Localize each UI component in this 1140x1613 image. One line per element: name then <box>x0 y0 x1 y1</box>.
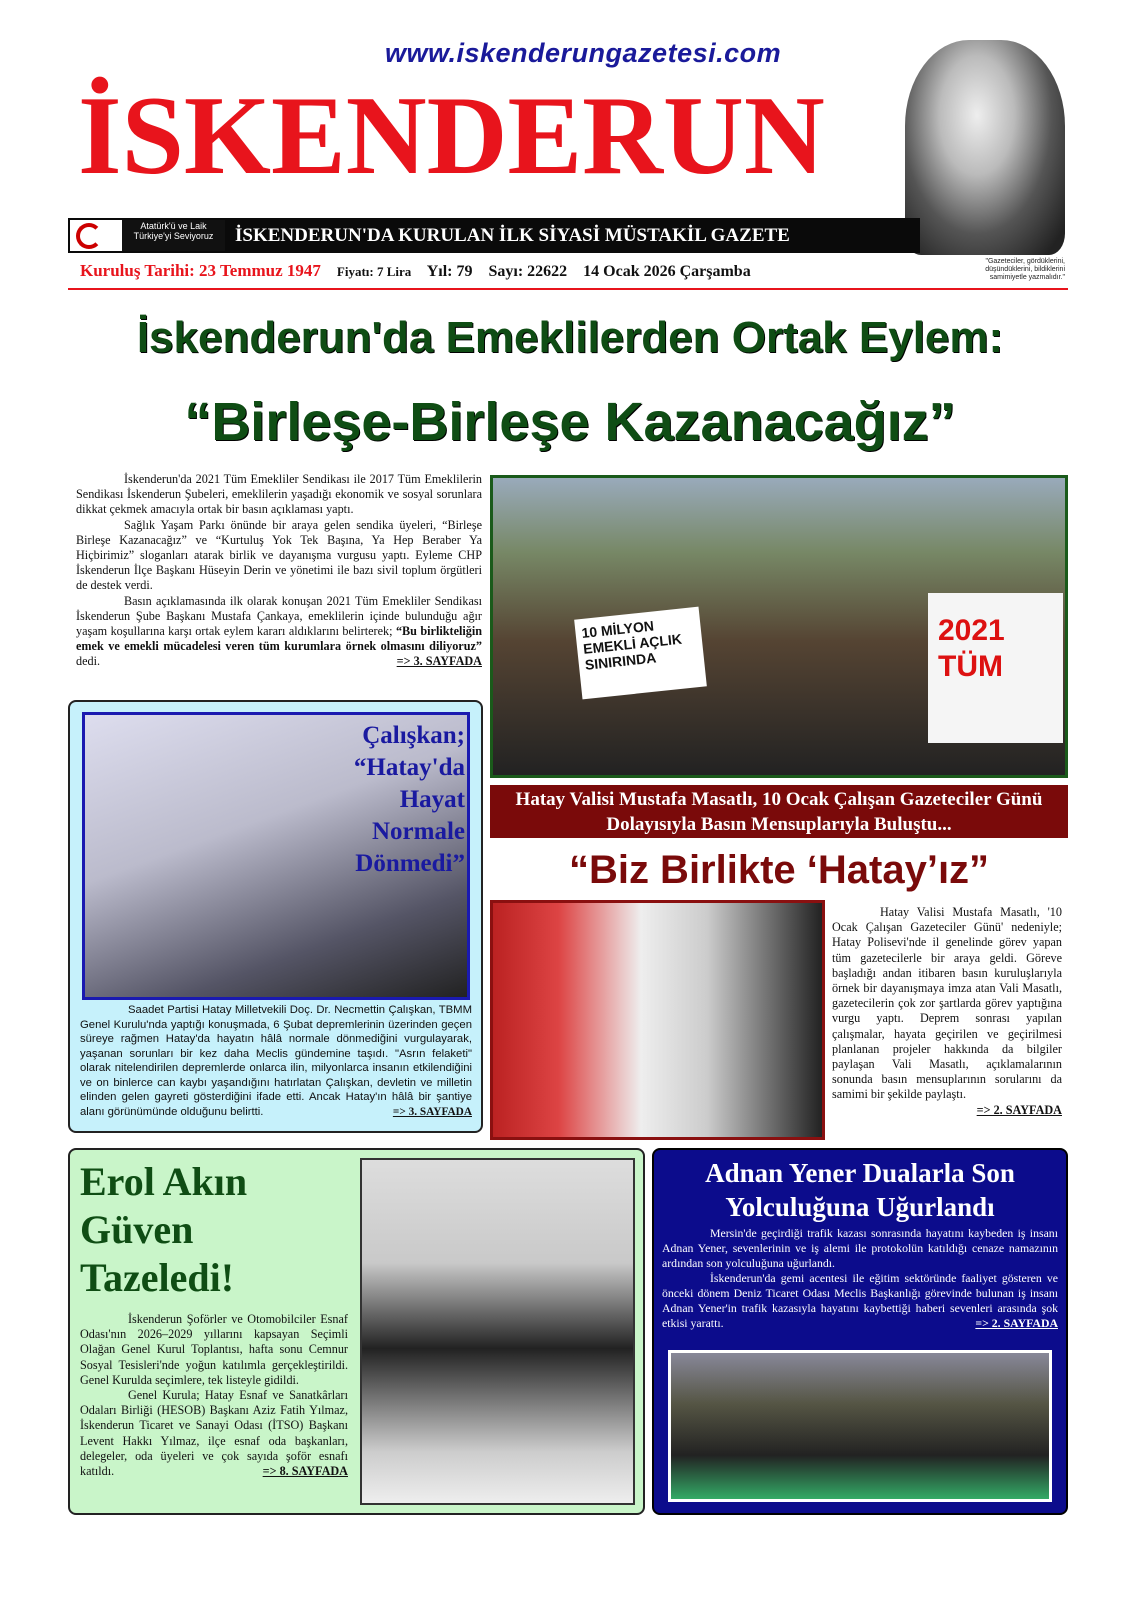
caliskan-title: Çalışkan; “Hatay'da Hayat Normale Dönmedi” <box>353 722 465 877</box>
newspaper-logo: İSKENDERUN <box>78 74 825 198</box>
caliskan-body: Saadet Partisi Hatay Milletvekili Doç. Dr. Necmettin Çalışkan, TBMM Genel Kurulu'nda yaptığı konuşmada, 6 Şubat depremlerinin üzerinden geçen süreye rağmen Hatay'da hayatın hâlâ normale dönmediğini vurgulayarak, yaşanan sorunları bir kez daha Meclis gündemine taşıdı. "Asrın felaketi" olarak nitelendirilen depremlerde onlarca ilin, milyonlarca insanın etkilendiğini ve on binlerce can kaybı yaşandığını hatırlatan Çalışkan, devletin ve milletin elinden gelen gayreti gösterdiğini ifade etti. Ancak Hatay'ın hâlâ bir şantiye alanı görünümünde olduğunu belirtti. => 3. SAYFADA <box>80 1004 472 1118</box>
ataturk-portrait <box>905 40 1065 255</box>
lead-headline-2: “Birleşe-Birleşe Kazanacağız” <box>184 392 956 452</box>
vali-headline: “Biz Birlikte ‘Hatay’ız” <box>568 848 990 892</box>
founded-date: Kuruluş Tarihi: 23 Temmuz 1947 <box>80 261 321 280</box>
erol-title: Erol Akın Güven Tazeledi! <box>80 1159 248 1300</box>
vali-photo <box>490 900 825 1140</box>
erol-photo <box>360 1158 635 1505</box>
issue-number: Sayı: 22622 <box>488 263 568 280</box>
website-url[interactable]: www.iskenderungazetesi.com <box>385 38 782 68</box>
continue-link[interactable]: => 2. SAYFADA <box>976 1102 1062 1117</box>
ataturk-box-text: Atatürk'ü ve Laik Türkiye'yi Seviyoruz <box>122 220 225 251</box>
funeral-photo <box>668 1350 1052 1502</box>
crescent-star-icon <box>76 223 102 249</box>
divider <box>68 288 1068 290</box>
banner-sign: 2021 TÜM <box>928 593 1063 743</box>
continue-link[interactable]: => 2. SAYFADA <box>975 1316 1058 1330</box>
continue-link[interactable]: => 3. SAYFADA <box>392 1105 472 1118</box>
ataturk-quote: "Gazeteciler, gördüklerini, düşündüklerini, bildiklerini samimiyetle yazmalıdır." <box>985 258 1065 281</box>
protest-photo <box>490 475 1068 778</box>
adnan-body: Mersin'de geçirdiği trafik kazası sonrasında hayatını kaybeden iş insanı Adnan Yener, sevenlerinin ve iş alemi ile protokolün katıldığı cenaze namazının ardından son yolculuğuna uğurlandı. İskenderun'da gemi acentesi ile eğitim sektöründe faaliyet gösteren ve önceki dönem Deniz Ticaret Odası Meclis Başkanlığı görevinde bulunan iş insanı Adnan Yener'in trafik kazasıyla hayatını kaybettiği haberi sevenleri arasında şok etkisi yarattı. => 2. SAYFADA <box>662 1226 1058 1330</box>
tagline: İSKENDERUN'DA KURULAN İLK SİYASİ MÜSTAKİL GAZETE <box>235 225 790 246</box>
vali-banner: Hatay Valisi Mustafa Masatlı, 10 Ocak Çalışan Gazeteciler Günü Dolayısıyla Basın Mensuplarıyla Buluştu... <box>490 785 1068 838</box>
adnan-title: Adnan Yener Dualarla Son Yolculuğuna Uğurlandı <box>705 1158 1015 1222</box>
continue-link[interactable]: => 8. SAYFADA <box>262 1464 348 1479</box>
vali-body: Hatay Valisi Mustafa Masatlı, '10 Ocak Çalışan Gazeteciler Günü' nedeniyle; Hatay Polisevi'nde il genelinde görev yapan tüm gazetecilerle bir araya geldi. Göreve başladığı andan itibaren basın kuruluşlarıyla örnek bir dayanışmaya imza atan Vali Masatlı, gazetecilerin çok zor şartlarda görev yaptığına vurgu yaptı. Deprem sonrası yapılan çalışmalar, hayata geçirilen ve geçirilmesi planlanan projeler hakkında da bilgiler paylaşan Vali Masatlı, açıklamalarının sonunda basın mensuplarının sorularını da samimi bir şekilde paylaştı. => 2. SAYFADA <box>832 905 1062 1117</box>
lead-article-body: İskenderun'da 2021 Tüm Emekliler Sendikası ile 2017 Tüm Emeklilerin Sendikası İskenderun Şubeleri, emeklilerin yaşadığı ekonomik ve sosyal sorunlara dikkat çekmek amacıyla ortak bir basın açıklaması yaptı. Sağlık Yaşam Parkı önünde bir araya gelen sendika üyeleri, “Birleşe Birleşe Kazanacağız” ve “Kurtuluş Yok Tek Başına, Ya Hep Beraber Ya Hiçbirimiz” sloganları atarak birlik ve dayanışma vurgusu yaptı. Eyleme CHP İskenderun İlçe Başkanı Hüseyin Derin ve yönetimi ile bazı sivil toplum örgütleri de destek verdi. Basın açıklamasında ilk olarak konuşan 2021 Tüm Emekliler Sendikası İskenderun Şube Başkanı Mustafa Çankaya, emeklilerin içinde bulunduğu ağır yaşam koşullarına karşı ortak eylem kararı aldıklarını belirterek; “Bu birlikteliğin emek ve emekli mücadelesi veren tüm kurumlara örnek olmasını diliyoruz” dedi. => 3. SAYFADA <box>76 472 483 669</box>
erol-body: İskenderun Şoförler ve Otomobilciler Esnaf Odası'nın 2026–2029 yıllarını kapsayan Seçimli Olağan Genel Kurul Toplantısı, hafta sonu Cemnur Sosyal Tesisleri'nde yoğun katılımla gerçekleştirildi. Genel Kurulda seçimlere, tek listeyle gidildi. Genel Kurula; Hatay Esnaf ve Sanatkârları Odaları Birliği (HESOB) Başkanı Aziz Fatih Yılmaz, İskenderun Ticaret ve Sanayi Odası (İTSO) Başkanı Levent Hakkı Yılmaz, ilçe esnaf oda başkanları, delegeler, oda üyeleri ve çok sayıda şoför esnafı katıldı. => 8. SAYFADA <box>80 1312 348 1479</box>
protest-sign: 10 MİLYON EMEKLİ AÇLIK SINIRINDA <box>574 607 707 700</box>
issue-info <box>80 258 900 285</box>
continue-link[interactable]: => 3. SAYFADA <box>396 654 482 669</box>
price: Fiyatı: 7 Lira <box>336 264 412 279</box>
issue-date: 14 Ocak 2026 Çarşamba <box>583 263 751 280</box>
lead-headline-1: İskenderun'da Emeklilerden Ortak Eylem: <box>136 313 1004 362</box>
ataturk-box <box>70 220 225 251</box>
year: Yıl: 79 <box>426 263 473 280</box>
